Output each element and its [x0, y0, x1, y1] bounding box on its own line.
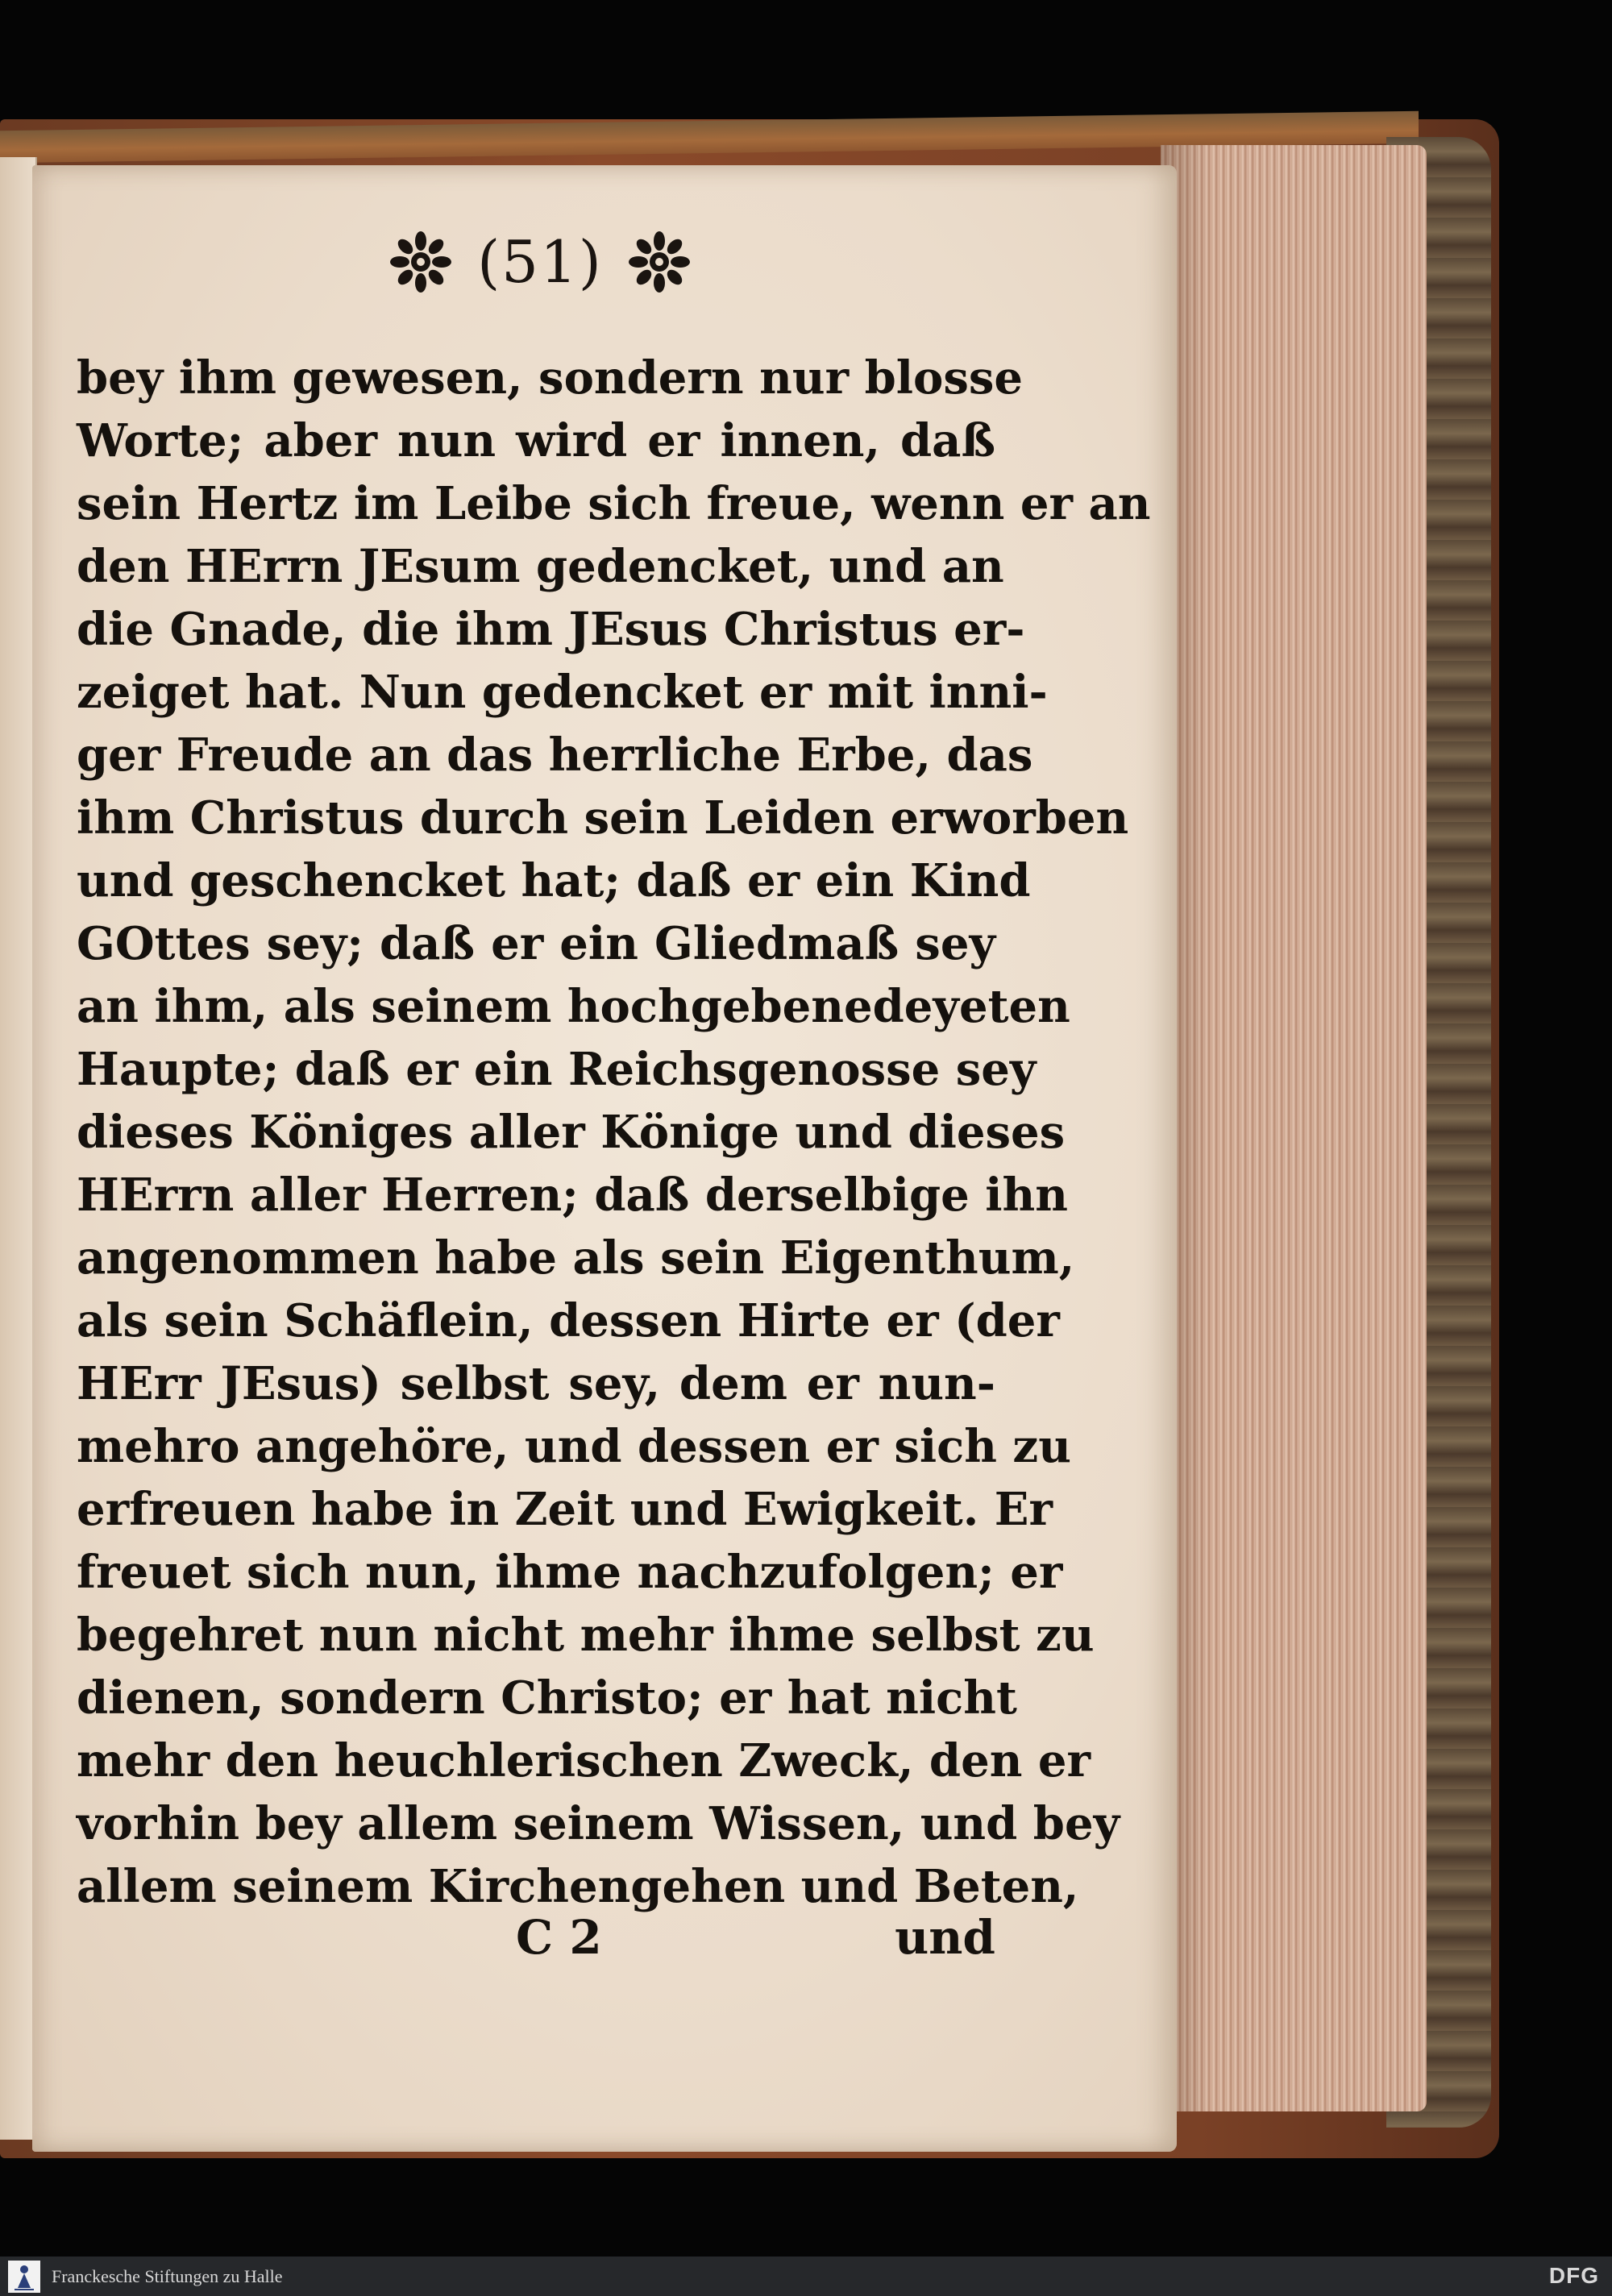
text-line: erfreuen habe in Zeit und Ewigkeit. Er — [77, 1483, 1053, 1536]
text-line: freuet sich nun, ihme nachzufolgen; er — [77, 1546, 1063, 1599]
text-line: die Gnade, die ihm JEsus Christus er- — [77, 603, 1025, 656]
catchword: und — [895, 1910, 995, 1965]
page-body-text — [77, 347, 1151, 1918]
text-line: dieses Königes aller Könige und dieses — [77, 1106, 1066, 1159]
text-line: zeiget hat. Nun gedencket er mit inni- — [77, 666, 1048, 719]
text-line: GOttes sey; daß er ein Gliedmaß sey — [77, 917, 995, 970]
text-line: Haupte; daß er ein Reichsgenosse sey — [77, 1043, 1037, 1096]
text-line: angenommen habe als sein Eigenthum, — [77, 1231, 1075, 1285]
viewer-footer-bar — [0, 2257, 1612, 2296]
text-line: dienen, sondern Christo; er hat nicht — [77, 1671, 1017, 1725]
dfg-mark: DFG — [1548, 2263, 1599, 2288]
institution-name: Franckesche Stiftungen zu Halle — [52, 2265, 283, 2286]
text-line: HErr JEsus) selbst sey, dem er nun- — [77, 1357, 995, 1410]
text-line: mehro angehöre, und dessen er sich zu — [77, 1420, 1071, 1473]
text-line: ger Freude an das herrliche Erbe, das — [77, 729, 1033, 782]
text-line: und geschencket hat; daß er ein Kind — [77, 854, 1031, 907]
text-line: allem seinem Kirchengehen und Beten, — [77, 1860, 1079, 1913]
institution-logo-icon — [8, 2261, 40, 2293]
text-line: HErrn aller Herren; daß derselbige ihn — [77, 1169, 1068, 1222]
text-line: bey ihm gewesen, sondern nur blosse — [77, 351, 1024, 405]
text-line: vorhin bey allem seinem Wissen, und bey — [77, 1797, 1120, 1850]
text-line: den HErrn JEsum gedencket, und an — [77, 540, 1004, 593]
text-line: als sein Schäflein, dessen Hirte er (der — [77, 1294, 1060, 1347]
text-line: ihm Christus durch sein Leiden erworben — [77, 791, 1129, 845]
rosette-ornament-icon — [627, 230, 692, 294]
text-line: Worte; aber nun wird er innen, daß — [77, 414, 995, 467]
text-line: begehret nun nicht mehr ihme selbst zu — [77, 1609, 1095, 1662]
text-line: mehr den heuchlerischen Zweck, den er — [77, 1734, 1091, 1787]
page-number: (51) — [477, 228, 603, 296]
text-line: an ihm, als seinem hochgebenedeyeten — [77, 980, 1070, 1033]
page-header — [371, 218, 709, 306]
text-line: sein Hertz im Leibe sich freue, wenn er an — [77, 477, 1151, 530]
signature-mark: C 2 — [516, 1910, 602, 1965]
page-footer — [77, 1910, 995, 1983]
rosette-ornament-icon — [388, 230, 453, 294]
